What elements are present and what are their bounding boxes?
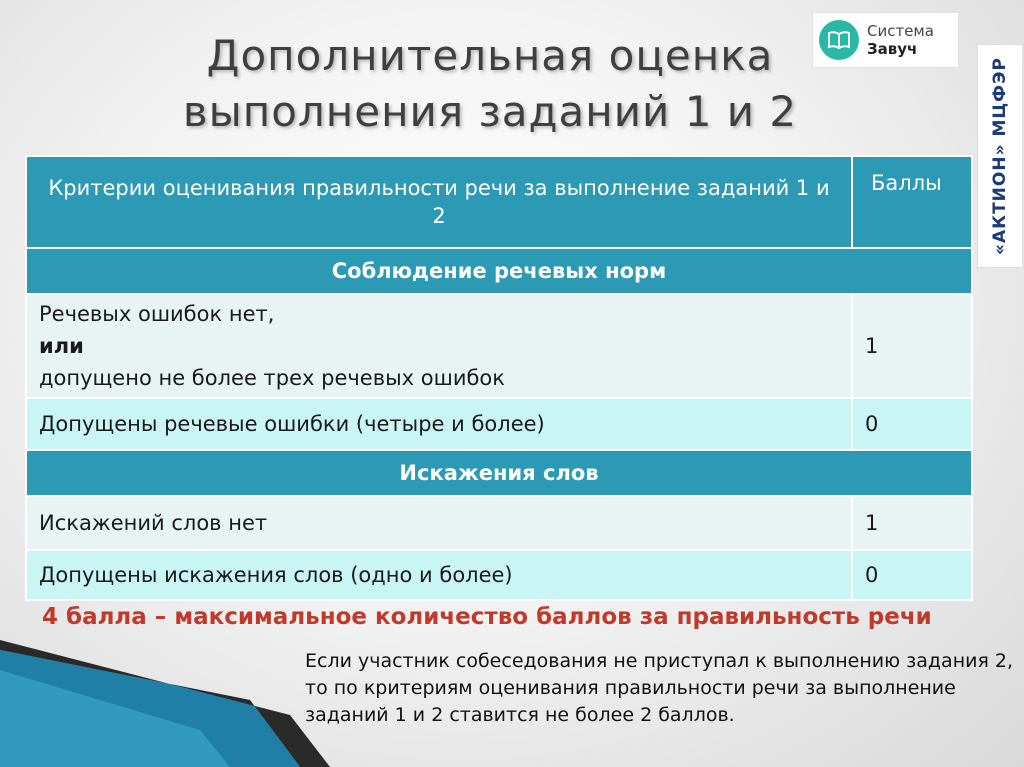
- criterion-line: допущено не более трех речевых ошибок: [39, 366, 505, 390]
- logo-text-line-2: Завуч: [867, 40, 918, 58]
- score-cell: 0: [852, 550, 972, 600]
- header-criteria: Критерии оценивания правильности речи за выполнение заданий 1 и 2: [26, 156, 852, 248]
- section-header-speech-norms: [26, 248, 972, 294]
- section-title: Соблюдение речевых норм: [26, 248, 972, 294]
- criterion-cell: [26, 294, 852, 398]
- section-header-word-distortions: [26, 450, 972, 496]
- table-row: [26, 398, 972, 450]
- criteria-table: [25, 155, 973, 601]
- table-row: [26, 294, 972, 398]
- book-icon: [819, 20, 859, 60]
- table-row: [26, 550, 972, 600]
- aktion-logo-text: «АКТИОН» МЦФЭР: [990, 57, 1010, 255]
- criterion-cell: Допущены речевые ошибки (четыре и более): [26, 398, 852, 450]
- score-cell: 1: [852, 496, 972, 550]
- footnote-text: Если участник собеседования не приступал к выполнению задания 2, то по критериям оценивания правильности речи за выполнение заданий 1 и 2 ставится не более 2 баллов.: [305, 650, 1014, 726]
- title-line-2: выполнения заданий 1 и 2: [182, 87, 798, 136]
- sistema-zavuch-logo: [812, 12, 959, 68]
- page-title: [120, 28, 860, 140]
- criterion-line: Речевых ошибок нет,: [39, 302, 275, 326]
- max-score-note: 4 балла – максимальное количество баллов за правильность речи: [42, 604, 932, 630]
- score-cell: 1: [852, 294, 972, 398]
- logo-text-line-1: Система: [867, 22, 934, 40]
- table-row: [26, 496, 972, 550]
- title-line-1: Дополнительная оценка: [206, 31, 774, 80]
- header-points: Баллы: [852, 156, 972, 248]
- score-cell: 0: [852, 398, 972, 450]
- section-title: Искажения слов: [26, 450, 972, 496]
- criterion-cell: Искажений слов нет: [26, 496, 852, 550]
- aktion-mcfer-logo: [977, 44, 1023, 268]
- criterion-line-or: или: [39, 334, 84, 358]
- table-header-row: [26, 156, 972, 248]
- criterion-cell: Допущены искажения слов (одно и более): [26, 550, 852, 600]
